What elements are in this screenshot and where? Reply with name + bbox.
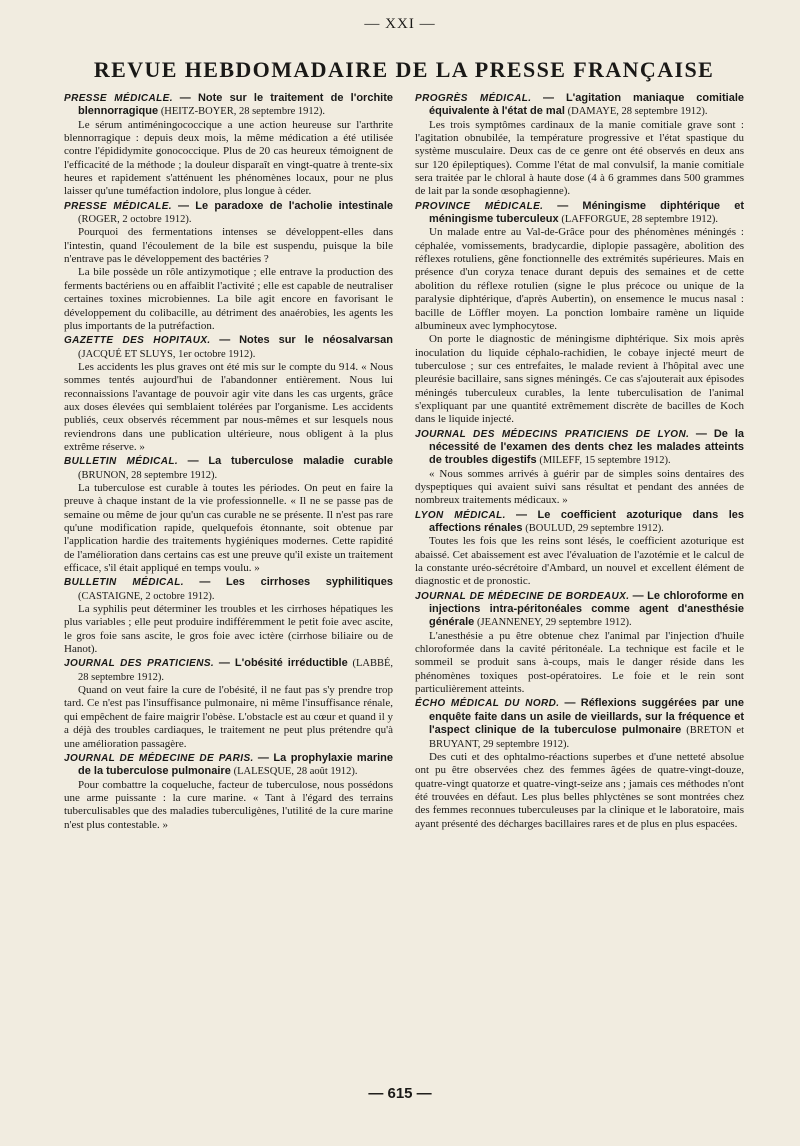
entry-heading xyxy=(64,657,393,684)
journal-name: BULLETIN MÉDICAL. xyxy=(64,456,179,468)
citation: (BOULUD, 29 septembre 1912). xyxy=(525,523,664,534)
journal-name: PROGRÈS MÉDICAL. xyxy=(415,93,532,104)
journal-name: PRESSE MÉDICALE. xyxy=(64,93,173,104)
review-entry xyxy=(64,200,393,333)
summary-paragraph: Pourquoi des fermentations intenses se développent-elles dans l'intestin, quand l'écoulement de la bile est suspendu, puisque la bile n'entrave pas le développement des bactéries ? xyxy=(64,226,393,266)
citation: (BRETON et BRUYANT, 29 septembre 1912). xyxy=(429,725,745,750)
journal-name: BULLETIN MÉDICAL. xyxy=(64,577,184,589)
summary-paragraph: Un malade entre au Val-de-Grâce pour des phénomènes méningés : céphalée, vomissements, bradycardie, diplopie passagère, abolition des réflexes rotuliens, gêne fonctionnelle des extrémités supérieures. Mais en présence d'un coryza tenace durant depuis des semaines et de cette abolition du réflexe rotulien (signe le plus précoce ou unique de la paralysie diphtérique, d'après Aubertin), on ensemence le mucus nasal : bacille de Löffler moyen. La ponction lombaire ramène un liquide albumineux avec lymphocytose. xyxy=(415,226,744,332)
left-column xyxy=(64,92,393,833)
journal-name: JOURNAL DE MÉDECINE DE PARIS. xyxy=(64,752,254,764)
journal-name: GAZETTE DES HOPITAUX. xyxy=(64,335,211,347)
summary-paragraph: Les trois symptômes cardinaux de la manie comitiale grave sont : l'agitation obnubilée, la température progressive et l'état spastique du système musculaire. Deux cas de ce genre ont été observés en deux ans sur 120 épileptiques). Comme l'état de mal convulsif, la manie comitiale sera traitée par le chloral à haute dose (4 à 6 grammes dans 500 grammes de lait par la sonde œsophagienne). xyxy=(415,118,744,198)
entry-heading xyxy=(415,697,744,750)
article-title: — Méningisme diphtérique et méningisme tuberculeux xyxy=(429,199,744,226)
article-title: — De la nécessité de l'examen des dents chez les malades atteints de troubles digestifs xyxy=(429,427,744,467)
entry-heading xyxy=(64,576,393,603)
right-column xyxy=(415,92,744,833)
entry-heading xyxy=(415,509,744,536)
entry-heading xyxy=(415,590,744,630)
entry-heading xyxy=(64,334,393,361)
masthead-title: REVUE HEBDOMADAIRE DE LA PRESSE FRANÇAISE xyxy=(93,57,715,82)
citation: (DAMAYE, 28 septembre 1912). xyxy=(567,106,708,118)
entry-heading xyxy=(64,92,393,119)
review-entry xyxy=(64,455,393,575)
article-title: — Le chloroforme en injections intra-péritonéales comme agent d'anesthésie générale xyxy=(429,589,744,629)
citation: (JEANNENEY, 29 septembre 1912). xyxy=(477,617,632,629)
entry-heading xyxy=(64,200,393,227)
roman-page-header: — XXI — xyxy=(364,16,436,32)
citation: (JACQUÉ ET SLUYS, 1er octobre 1912). xyxy=(78,348,256,360)
review-entry xyxy=(415,92,744,199)
summary-paragraph: Pour combattre la coqueluche, facteur de tuberculose, nous possédons une arme puissante : la cure marine. « Tant à l'égard des terrains tuberculisables que des maladies tuberculigènes, l'utilité de la cure marine n'est plus contestable. » xyxy=(64,778,393,831)
summary-paragraph: Le sérum antiméningococcique a une action heureuse sur l'arthrite blennorragique : depuis deux mois, la même médication a été utilisée contre l'épididymite gonococcique. Plus de 20 cas heureux témoignent de l'efficacité de la méthode ; la douleur disparaît en vingt-quatre à trente-six heures et rapidement s'atténuent les phénomènes locaux, pour ne plus laisser qu'une tuméfaction indolore, plus longue à céder. xyxy=(64,118,393,198)
entry-heading xyxy=(415,92,744,119)
review-entry xyxy=(64,576,393,656)
citation: (BRUNON, 28 septembre 1912). xyxy=(78,469,218,481)
summary-paragraph: L'anesthésie a pu être obtenue chez l'animal par l'injection d'huile chloroformée dans la cavité péritonéale. La technique est facile et le sommeil se produit sans à-coups, mais le danger réside dans les phénomènes toxiques post-opératoires. Le foie et le rein sont particulièrement atteints. xyxy=(415,629,744,696)
review-entry xyxy=(64,92,393,199)
summary-paragraph: On porte le diagnostic de méningisme diphtérique. Six mois après inoculation du liquide céphalo-rachidien, le cobaye injecté meurt de tuberculose ; sur ces entrefaites, le malade revient à l'hôpital avec une pleurésie bacillaire, sans signes méningés. Ce cas s'ajouterait aux épisodes méningés tuberculeux curables, la lente tuberculisation de l'animal s'expliquant par une quantité extrêmement discrète de bacilles de Koch dans le liquide injecté. xyxy=(415,333,744,426)
review-entry xyxy=(415,509,744,589)
summary-paragraph: Les accidents les plus graves ont été mis sur le compte du 914. « Nous sommes tentés aujourd'hui de l'abandonner entièrement. Nous lui reconnaissions l'avantage de pouvoir agir vite dans les cas urgents, grâce aux doses élevées qui semblaient tolérées par l'organisme. Les accidents publiés, ceux observés récemment par nous-mêmes et sur lesquels nous reviendrons dans une publication ultérieure, nous obligent à la plus extrême réserve. » xyxy=(64,360,393,453)
entry-heading xyxy=(415,428,744,468)
article-title: — La tuberculose maladie curable xyxy=(187,455,393,468)
review-entry xyxy=(64,752,393,832)
page-number: — 615 — xyxy=(368,1085,432,1102)
review-entry xyxy=(415,200,744,427)
summary-paragraph: Toutes les fois que les reins sont lésés, le coefficient azoturique est abaissé. Cet abaissement est avec l'évaluation de l'azotémie et le calcul de la constante uréo-sécrétoire d'Ambard, un nouvel et excellent élément de diagnostic et de pronostic. xyxy=(415,535,744,588)
journal-name: JOURNAL DES MÉDECINS PRATICIENS DE LYON. xyxy=(415,428,690,440)
entry-heading xyxy=(415,200,744,227)
journal-name: JOURNAL DE MÉDECINE DE BORDEAUX. xyxy=(415,590,630,602)
journal-name: ÉCHO MÉDICAL DU NORD. xyxy=(415,698,560,710)
article-title: — Note sur le traitement de l'orchite blennorragique xyxy=(78,92,394,118)
review-entry xyxy=(415,590,744,697)
journal-name: JOURNAL DES PRATICIENS. xyxy=(64,658,215,670)
article-title: — L'obésité irréductible xyxy=(218,657,348,670)
citation: (ROGER, 2 octobre 1912). xyxy=(78,214,192,226)
journal-name: PRESSE MÉDICALE. xyxy=(64,200,172,212)
article-title: — Réflexions suggérées par une enquête faite dans un asile de vieillards, sur la fréquence et l'aspect clinique de la tuberculose pulmonaire xyxy=(429,697,744,737)
review-entry xyxy=(64,657,393,750)
article-title: — Le coefficient azoturique dans les affections rénales xyxy=(429,508,744,534)
article-title: — L'agitation maniaque comitiale équivalente à l'état de mal xyxy=(429,92,744,118)
article-columns xyxy=(64,92,744,833)
article-title: — La prophylaxie marine de la tuberculose pulmonaire xyxy=(78,751,393,778)
journal-name: PROVINCE MÉDICALE. xyxy=(415,200,544,212)
summary-paragraph: Des cuti et des ophtalmo-réactions superbes et d'une netteté absolue ont pu être observées chez des femmes âgées de quatre-vingt-douze, quatre-vingt quatorze et quatre-vingt-seize ans ; jamais ces méthodes n'ont été trouvées en défaut. Les plus belles phlyctènes se sont montrées chez des femmes reconnues tuberculeuses par la clinique et le laboratoire, mais ayant présenté des décharges bacillaires rares et de plus en plus espacées. xyxy=(415,750,744,830)
summary-paragraph: La bile possède un rôle antizymotique ; elle entrave la production des ferments bactériens ou en affaiblit l'activité ; elle est capable de neutraliser certaines toxines microbiennes. La bile agit encore en favorisant le développement du colibacille, au détriment des anaérobies, les agents les plus importants de la putréfaction. xyxy=(64,266,393,332)
citation: (LAFFORGUE, 28 septembre 1912). xyxy=(561,214,718,226)
article-title: — Notes sur le néosalvarsan xyxy=(219,334,394,347)
article-title: — Le paradoxe de l'acholie intestinale xyxy=(178,199,394,212)
citation: (MILEFF, 15 septembre 1912). xyxy=(539,455,671,467)
summary-paragraph: Quand on veut faire la cure de l'obésité, il ne faut pas s'y prendre trop tard. Ce n'est pas l'insuffisance pulmonaire, ni même l'insuffisance rénale, qui empêchent de faire maigrir l'obèse. L'obstacle est au cœur et quand il y a déjà des troubles cardiaques, le traitement ne peut plus prétendre qu'à une amélioration passagère. xyxy=(64,684,393,750)
citation: (CASTAIGNE, 2 octobre 1912). xyxy=(78,590,215,602)
summary-paragraph: La tuberculose est curable à toutes les périodes. On peut en faire la preuve à chaque instant de la vie professionnelle. « Il ne se passe pas de semaine ou même de jour qu'un cas curable ne se présente. Il n'est pas rare qu'une modification rapide, quelquefois étonnante, soit obtenue par l'application hardie des traitements hygiéniques modernes. Cette rapidité de l'amélioration dans certains cas est une preuve qu'il existe un traitement efficace, s'il était appliqué en temps voulu. » xyxy=(64,481,393,575)
journal-name: LYON MÉDICAL. xyxy=(415,509,506,521)
citation: (LALESQUE, 28 août 1912). xyxy=(233,766,358,778)
citation: (LABBÉ, 28 septembre 1912). xyxy=(78,658,393,683)
entry-heading xyxy=(64,455,393,482)
review-entry xyxy=(64,334,393,454)
review-entry xyxy=(415,697,744,830)
article-title: — Les cirrhoses syphilitiques xyxy=(199,576,393,589)
summary-paragraph: « Nous sommes arrivés à guérir par de simples soins dentaires des dyspeptiques qui avaient suivi sans résultat et pendant des années de nombreux traitements médicaux. » xyxy=(415,467,744,507)
summary-paragraph: La syphilis peut déterminer les troubles et les cirrhoses hépatiques les plus variables ; elle peut produire indifféremment le petit foie avec ascite, le gros foie sans ascite, le gros foie avec ictère (cirrhose biliaire ou de Hanot). xyxy=(64,603,393,656)
entry-heading xyxy=(64,752,393,779)
review-entry xyxy=(415,428,744,508)
citation: (HEITZ-BOYER, 28 septembre 1912). xyxy=(160,106,325,118)
